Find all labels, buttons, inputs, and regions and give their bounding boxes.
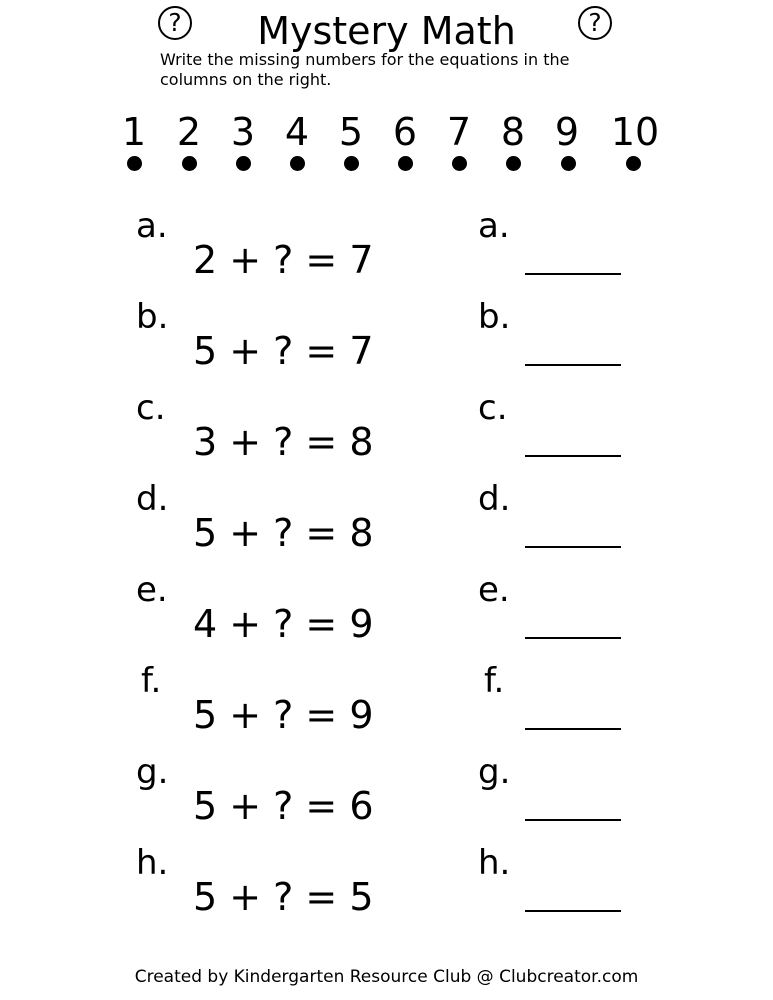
answer-label: h. (478, 843, 511, 883)
answer-blank[interactable] (525, 819, 621, 821)
answer-label: d. (478, 479, 511, 519)
instructions: Write the missing numbers for the equations in the columns on the right. (160, 50, 570, 89)
answer-label: a. (478, 206, 510, 246)
problem-label: h. (136, 843, 169, 883)
answer-label: f. (484, 661, 505, 701)
answer-label: e. (478, 570, 510, 610)
problem-label: c. (136, 388, 166, 428)
number-line-label: 8 (500, 110, 526, 154)
equation: 2 + ? = 7 (193, 238, 374, 282)
answer-blank[interactable] (525, 546, 621, 548)
number-line-label: 3 (230, 110, 256, 154)
number-line-label: 4 (284, 110, 310, 154)
equation: 4 + ? = 9 (193, 602, 374, 646)
number-line-label: 2 (176, 110, 202, 154)
equation: 5 + ? = 7 (193, 329, 374, 373)
problem-label: b. (136, 297, 169, 337)
question-mark-icon-right: ? (578, 6, 612, 40)
answer-blank[interactable] (525, 910, 621, 912)
number-line-label: 9 (554, 110, 580, 154)
answer-blank[interactable] (525, 728, 621, 730)
number-line-label: 7 (446, 110, 472, 154)
number-line-label: 5 (338, 110, 364, 154)
question-mark-icon-left: ? (158, 6, 192, 40)
answer-blank[interactable] (525, 455, 621, 457)
number-line-label: 10 (610, 110, 660, 154)
answer-label: c. (478, 388, 508, 428)
problem-label: a. (136, 206, 168, 246)
equation: 5 + ? = 5 (193, 875, 374, 919)
number-line-label: 1 (121, 110, 147, 154)
equation: 5 + ? = 8 (193, 511, 374, 555)
equation: 5 + ? = 6 (193, 784, 374, 828)
number-line-label: 6 (392, 110, 418, 154)
problem-label: e. (136, 570, 168, 610)
answer-blank[interactable] (525, 273, 621, 275)
footer-credit: Created by Kindergarten Resource Club @ Clubcreator.com (134, 967, 639, 987)
problem-label: f. (141, 661, 162, 701)
answer-label: b. (478, 297, 511, 337)
answer-blank[interactable] (525, 364, 621, 366)
page-title: Mystery Math (257, 9, 516, 53)
answer-blank[interactable] (525, 637, 621, 639)
problem-label: d. (136, 479, 169, 519)
equation: 5 + ? = 9 (193, 693, 374, 737)
answer-label: g. (478, 752, 511, 792)
equation: 3 + ? = 8 (193, 420, 374, 464)
problem-label: g. (136, 752, 169, 792)
